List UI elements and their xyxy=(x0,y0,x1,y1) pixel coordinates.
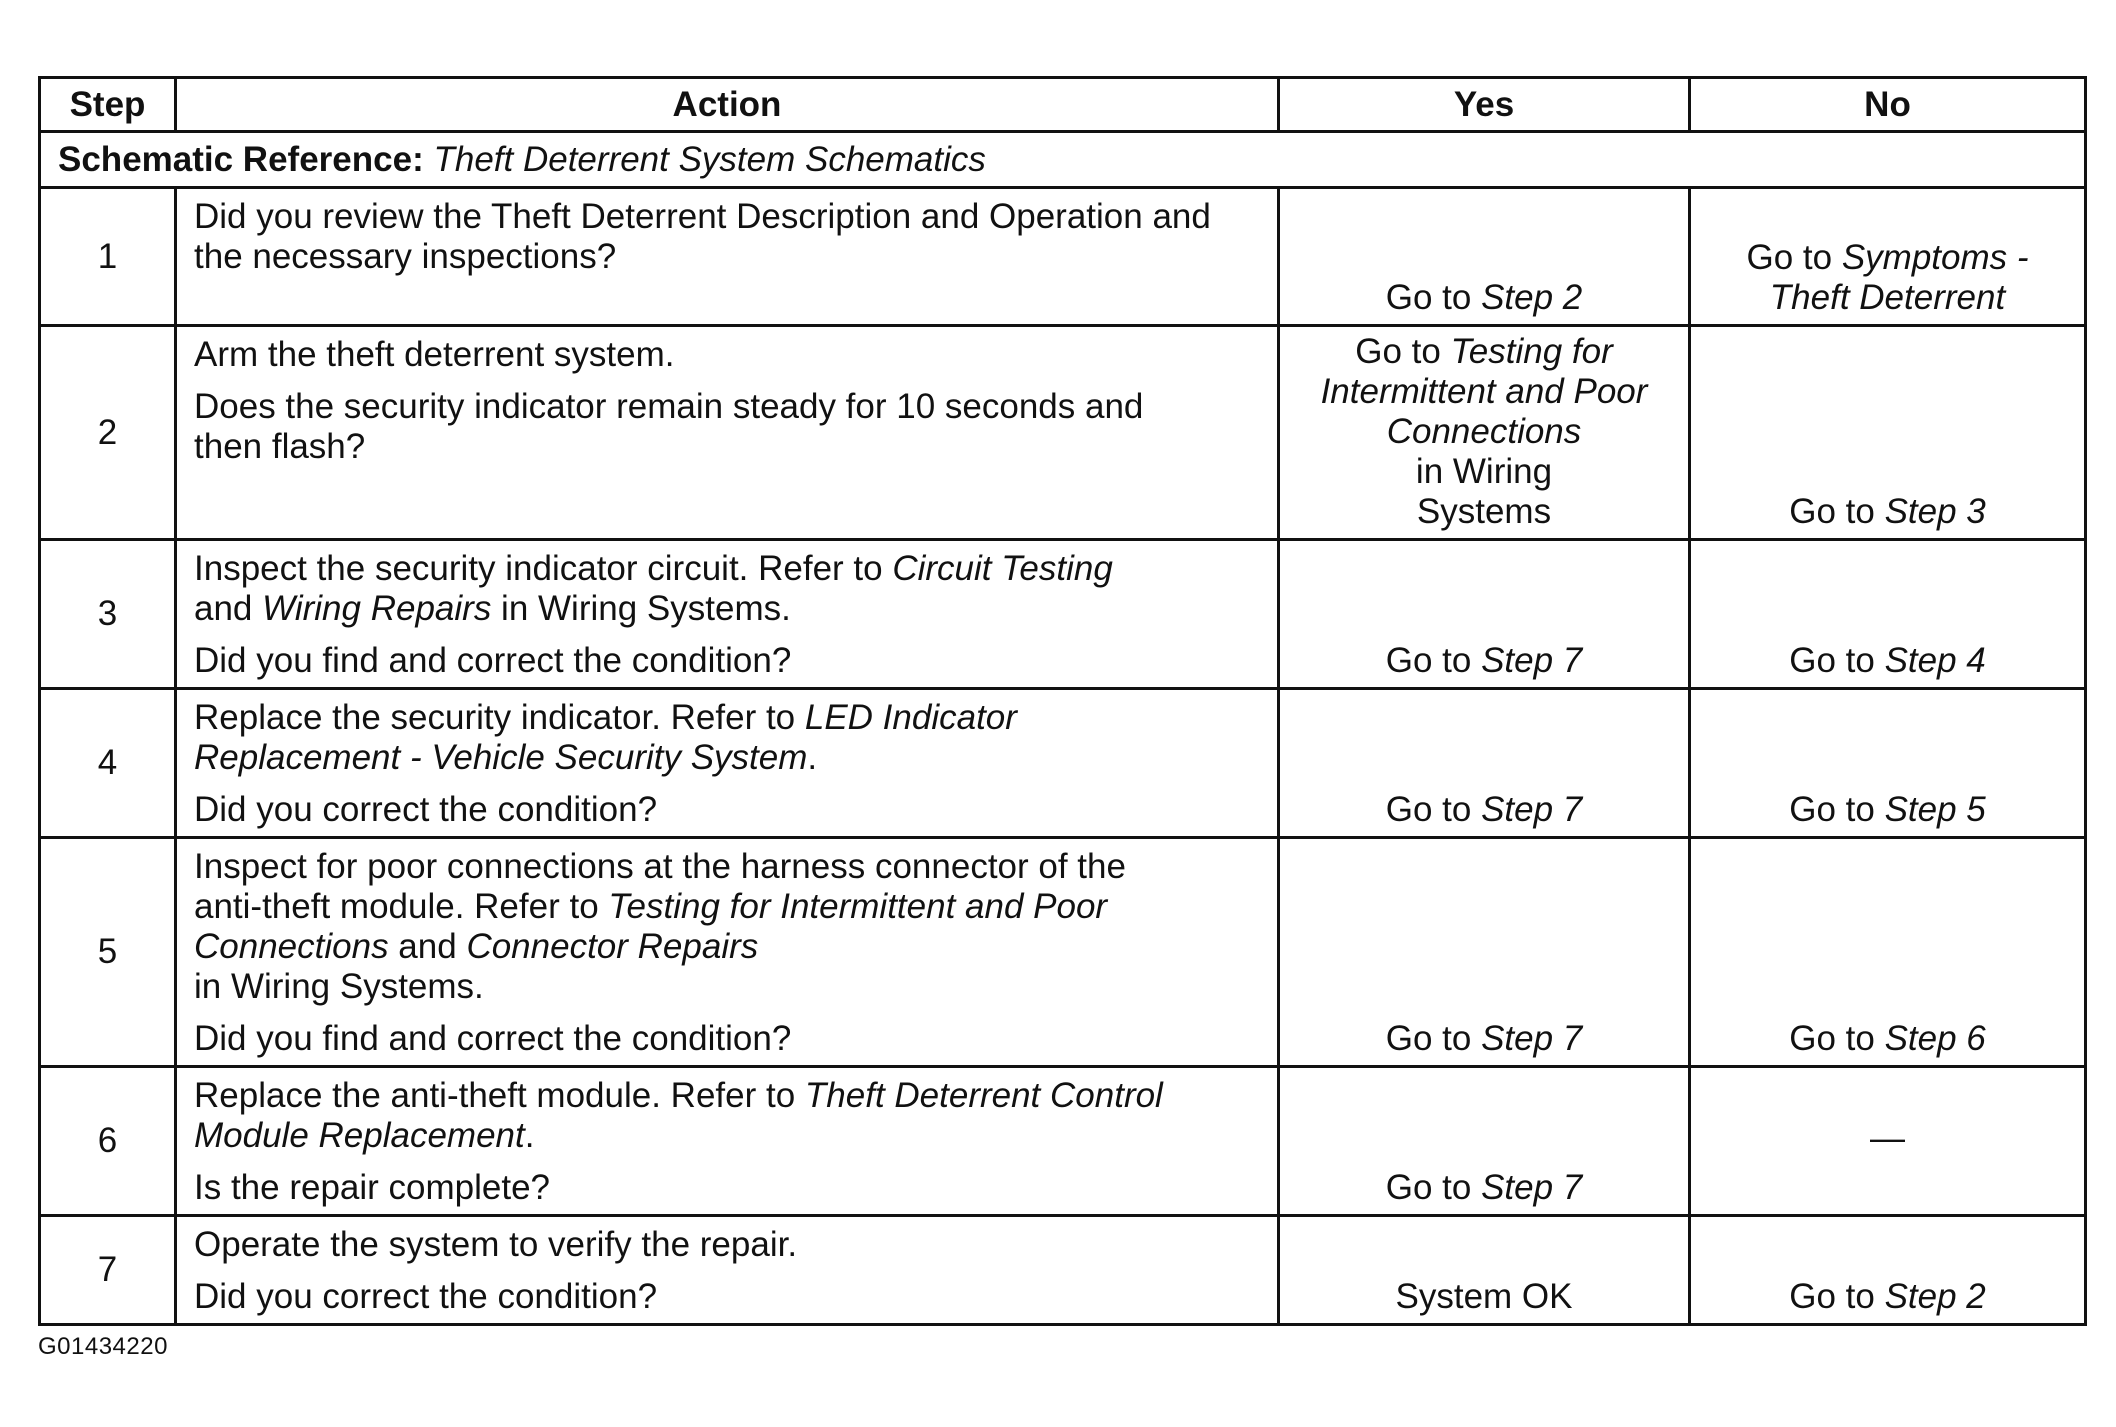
text-segment: — xyxy=(1870,1119,1905,1158)
emphasized-text: Theft Deterrent Control xyxy=(804,1076,1163,1115)
text-line xyxy=(194,1076,1263,1116)
step-number: 3 xyxy=(40,540,176,689)
action-paragraph xyxy=(194,335,1263,375)
text-segment: Did you find and correct the condition? xyxy=(194,641,792,680)
text-line xyxy=(1288,1277,1680,1317)
emphasized-text: Connections xyxy=(194,927,389,966)
action-cell xyxy=(176,188,1279,326)
header-row xyxy=(40,78,2086,132)
emphasized-text: Step 7 xyxy=(1481,641,1583,680)
text-line xyxy=(194,549,1263,589)
text-segment: Go to xyxy=(1385,1019,1482,1058)
no-result-cell xyxy=(1690,1216,2086,1325)
text-segment: in Wiring xyxy=(1415,452,1553,491)
emphasized-text: Step 2 xyxy=(1481,278,1583,317)
text-segment: Did you find and correct the condition? xyxy=(194,1019,792,1058)
text-segment: Go to xyxy=(1385,790,1482,829)
schematic-reference-row xyxy=(40,132,2086,188)
text-line xyxy=(194,698,1263,738)
action-paragraph xyxy=(194,698,1263,778)
text-line xyxy=(194,1019,1263,1059)
no-result-cell xyxy=(1690,326,2086,540)
emphasized-text: Wiring Repairs xyxy=(262,589,492,628)
header-no: No xyxy=(1690,78,2086,132)
text-line xyxy=(1288,1019,1680,1059)
yes-result-cell xyxy=(1279,188,1690,326)
text-line xyxy=(194,1277,1263,1317)
text-segment: Systems xyxy=(1416,492,1552,531)
text-segment: System OK xyxy=(1395,1277,1573,1316)
header-step: Step xyxy=(40,78,176,132)
table-row xyxy=(40,689,2086,838)
figure-id: G01434220 xyxy=(38,1333,168,1360)
schematic-reference-label: Schematic Reference: xyxy=(58,139,424,179)
text-line xyxy=(194,1168,1263,1208)
text-segment: Is the repair complete? xyxy=(194,1168,551,1207)
text-line xyxy=(1699,492,2076,532)
table-row xyxy=(40,838,2086,1067)
no-result-cell xyxy=(1690,689,2086,838)
emphasized-text: Step 5 xyxy=(1884,790,1986,829)
yes-result-cell xyxy=(1279,540,1690,689)
step-number: 6 xyxy=(40,1067,176,1216)
text-line xyxy=(1699,1277,2076,1317)
text-segment: Inspect the security indicator circuit. Refer to xyxy=(194,549,893,588)
text-line xyxy=(194,927,1263,967)
text-line xyxy=(194,967,1263,1007)
action-paragraph xyxy=(194,790,1263,830)
text-segment: . xyxy=(524,1116,535,1155)
no-result-cell xyxy=(1690,540,2086,689)
emphasized-text: Step 7 xyxy=(1481,1019,1583,1058)
text-line xyxy=(194,887,1263,927)
text-segment: Inspect for poor connections at the harness connector of the xyxy=(194,847,1126,886)
emphasized-text: Circuit Testing xyxy=(892,549,1113,588)
yes-result-cell xyxy=(1279,838,1690,1067)
action-cell xyxy=(176,1216,1279,1325)
emphasized-text: LED Indicator xyxy=(804,698,1017,737)
text-segment: Did you review the Theft Deterrent Description and Operation and xyxy=(194,197,1211,236)
action-paragraph xyxy=(194,387,1263,467)
diagnostic-table xyxy=(38,76,2087,1326)
table-row xyxy=(40,326,2086,540)
table-row xyxy=(40,1067,2086,1216)
text-line xyxy=(1288,372,1680,412)
text-segment: Did you correct the condition? xyxy=(194,1277,658,1316)
action-paragraph xyxy=(194,641,1263,681)
emphasized-text: Step 7 xyxy=(1481,790,1583,829)
text-line xyxy=(194,641,1263,681)
emphasized-text: Connections xyxy=(1386,412,1582,451)
text-line xyxy=(1288,492,1680,532)
action-paragraph xyxy=(194,1277,1263,1317)
text-line xyxy=(194,589,1263,629)
text-line xyxy=(1288,1168,1680,1208)
text-line xyxy=(194,427,1263,467)
action-paragraph xyxy=(194,549,1263,629)
emphasized-text: Replacement - Vehicle Security System xyxy=(194,738,808,777)
text-segment: Go to xyxy=(1789,492,1885,531)
no-result-cell xyxy=(1690,838,2086,1067)
emphasized-text: Step 4 xyxy=(1884,641,1986,680)
text-segment: Operate the system to verify the repair. xyxy=(194,1225,798,1264)
text-line xyxy=(1288,278,1680,318)
no-result-cell xyxy=(1690,1067,2086,1216)
text-line xyxy=(194,738,1263,778)
text-segment: . xyxy=(807,738,818,777)
emphasized-text: Step 6 xyxy=(1884,1019,1986,1058)
action-paragraph xyxy=(194,197,1263,277)
action-paragraph xyxy=(194,1168,1263,1208)
text-segment: Go to xyxy=(1789,790,1885,829)
text-line xyxy=(194,335,1263,375)
emphasized-text: Step 3 xyxy=(1884,492,1986,531)
text-line xyxy=(1699,1019,2076,1059)
schematic-reference-value: Theft Deterrent System Schematics xyxy=(433,139,986,179)
text-segment: then flash? xyxy=(194,427,366,466)
text-line xyxy=(194,197,1263,237)
table-row xyxy=(40,540,2086,689)
text-segment: Replace the anti-theft module. Refer to xyxy=(194,1076,805,1115)
action-cell xyxy=(176,838,1279,1067)
text-segment: Go to xyxy=(1385,1168,1482,1207)
emphasized-text: Theft Deterrent xyxy=(1769,278,2006,317)
text-line xyxy=(1288,790,1680,830)
text-line xyxy=(194,790,1263,830)
action-cell xyxy=(176,326,1279,540)
emphasized-text: Testing for xyxy=(1450,332,1613,371)
emphasized-text: Testing for Intermittent and Poor xyxy=(608,887,1108,926)
step-number: 1 xyxy=(40,188,176,326)
text-segment: and xyxy=(388,927,467,966)
text-segment: in Wiring Systems. xyxy=(491,589,791,628)
text-segment: the necessary inspections? xyxy=(194,237,617,276)
yes-result-cell xyxy=(1279,326,1690,540)
text-segment: anti-theft module. Refer to xyxy=(194,887,609,926)
schematic-reference-cell xyxy=(40,132,2086,188)
yes-result-cell xyxy=(1279,1216,1690,1325)
text-line xyxy=(1699,790,2076,830)
text-segment: Go to xyxy=(1746,238,1842,277)
text-line xyxy=(1699,641,2076,681)
table-row xyxy=(40,188,2086,326)
emphasized-text: Step 7 xyxy=(1481,1168,1583,1207)
table-row xyxy=(40,1216,2086,1325)
text-segment: Go to xyxy=(1355,332,1451,371)
text-line xyxy=(194,847,1263,887)
step-number: 2 xyxy=(40,326,176,540)
text-line xyxy=(1288,332,1680,372)
text-line xyxy=(194,387,1263,427)
text-line xyxy=(194,1225,1263,1265)
text-segment: Go to xyxy=(1789,1019,1885,1058)
action-paragraph xyxy=(194,1019,1263,1059)
text-line xyxy=(1288,452,1680,492)
emphasized-text: Step 2 xyxy=(1884,1277,1986,1316)
emphasized-text: Symptoms - xyxy=(1841,238,2029,277)
yes-result-cell xyxy=(1279,1067,1690,1216)
yes-result-cell xyxy=(1279,689,1690,838)
text-segment: in Wiring Systems. xyxy=(194,967,484,1006)
text-segment: and xyxy=(194,589,263,628)
action-paragraph xyxy=(194,1076,1263,1156)
step-number: 5 xyxy=(40,838,176,1067)
action-cell xyxy=(176,1067,1279,1216)
text-line xyxy=(1288,412,1680,452)
text-segment: Did you correct the condition? xyxy=(194,790,658,829)
step-number: 7 xyxy=(40,1216,176,1325)
header-yes: Yes xyxy=(1279,78,1690,132)
step-number: 4 xyxy=(40,689,176,838)
text-line xyxy=(1288,641,1680,681)
header-action: Action xyxy=(176,78,1279,132)
text-line xyxy=(1699,1119,2076,1159)
text-line xyxy=(194,1116,1263,1156)
text-line xyxy=(1699,238,2076,278)
emphasized-text: Module Replacement xyxy=(194,1116,525,1155)
emphasized-text: Intermittent and Poor xyxy=(1320,372,1648,411)
text-segment: Go to xyxy=(1385,641,1482,680)
text-line xyxy=(1699,278,2076,318)
emphasized-text: Connector Repairs xyxy=(466,927,759,966)
text-segment: Does the security indicator remain steady for 10 seconds and xyxy=(194,387,1144,426)
text-segment: Replace the security indicator. Refer to xyxy=(194,698,805,737)
text-segment: Go to xyxy=(1789,641,1885,680)
text-segment: Arm the theft deterrent system. xyxy=(194,335,675,374)
text-line xyxy=(194,237,1263,277)
text-segment: Go to xyxy=(1385,278,1482,317)
action-paragraph xyxy=(194,1225,1263,1265)
action-cell xyxy=(176,540,1279,689)
text-segment: Go to xyxy=(1789,1277,1885,1316)
action-paragraph xyxy=(194,847,1263,1007)
action-cell xyxy=(176,689,1279,838)
no-result-cell xyxy=(1690,188,2086,326)
